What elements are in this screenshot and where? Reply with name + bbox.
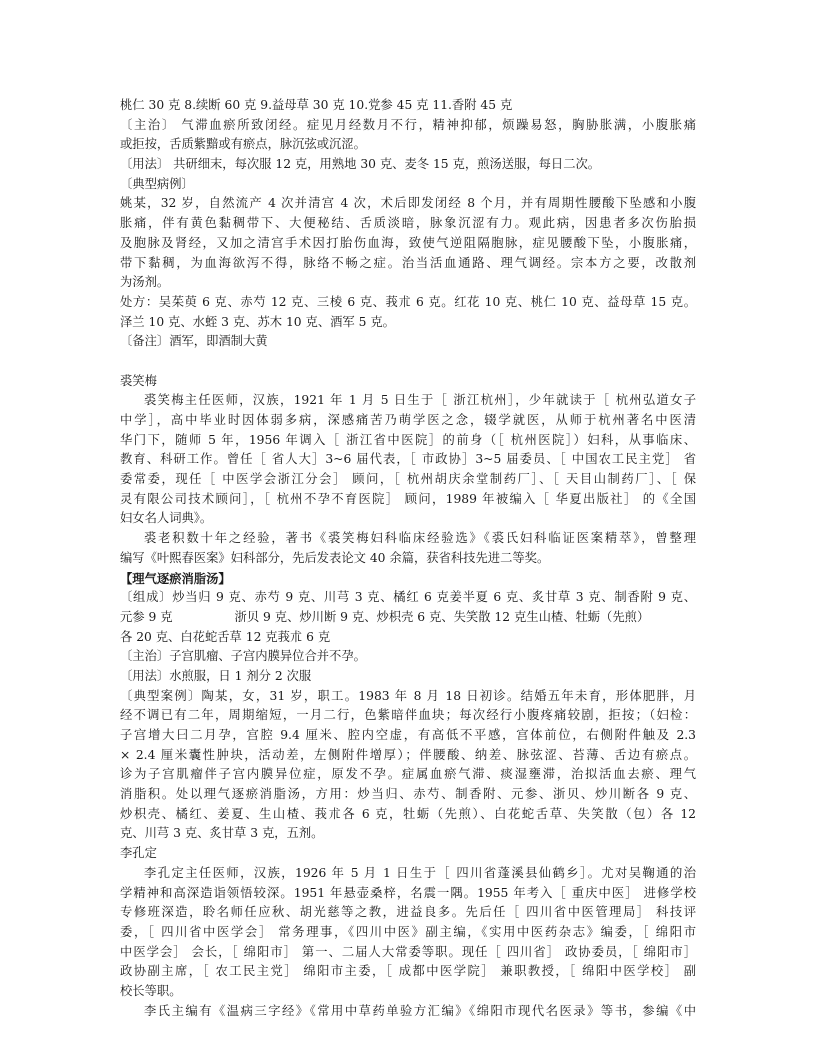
text-line: 专修班深造，聆名师任应秋、胡光慈等之教，进益良多。先后任［ 四川省中医管理局］ 科技评 — [120, 905, 696, 920]
text-line: 委常委，现任［ 中医学会浙江分会］ 顾问，［ 杭州胡庆余堂制药厂］、［ 天目山制药厂］、［ 保 — [120, 472, 696, 487]
text-line: 为汤剂。 — [120, 275, 170, 290]
text-line: 姚某，32 岁，自然流产 4 次并清宫 4 次，术后即发闭经 8 个月，并有周期性腰酸下坠感和小腹 — [120, 196, 696, 211]
text-line: 〔主治〕 气滞血瘀所致闭经。症见月经数月不行，精神抑郁，烦躁易怒，胸胁胀满，小腹胀痛 — [120, 117, 696, 132]
text-line: 克、川芎 3 克、炙甘草 3 克，五剂。 — [120, 826, 324, 841]
text-line: 中医学会］ 会长，［ 绵阳市］ 第一、二届人大常委等职。现任［ 四川省］ 政协委员，［ 绵阳市］ — [120, 944, 696, 959]
text-line: 带下黏稠，为血海欲泻不得，脉络不畅之症。治当活血通路、理气调经。宗本方之要，改散剂 — [120, 255, 696, 270]
text-fragment: 元参 9 克 — [120, 609, 173, 624]
text-line: 校长等职。 — [120, 983, 182, 998]
formula-heading: 【理气逐瘀消脂汤】 — [120, 570, 231, 586]
person-heading: 裘笑梅 — [120, 373, 157, 388]
text-line: 胀痛，伴有黄色黏稠带下、大便秘结、舌质淡暗，脉象沉涩有力。观此病，因患者多次伤胎损 — [120, 216, 696, 231]
text-line: 裘老积数十年之经验，著书《裘笑梅妇科临床经验选》《裘氏妇科临证医案精萃》，曾整理 — [144, 531, 696, 546]
text-line: 〔用法〕水煎服，日 1 剂分 2 次服 — [120, 668, 312, 683]
text-fragment: 浙贝 9 克、炒川断 9 克、炒枳壳 6 克、失笑散 12 克生山楂、牡蛎（先煎） — [234, 609, 650, 624]
text-line: 〔备注〕酒军，即酒制大黄 — [120, 334, 268, 349]
text-line: 华门下，随师 5 年，1956 年调入［ 浙江省中医院］的前身（［ 杭州医院］）妇科，从事临床、 — [120, 432, 696, 447]
text-line: 委，［ 四川省中医学会］ 常务理事，《四川中医》副主编，《实用中医药杂志》编委，［ 绵阳市 — [120, 924, 696, 939]
text-line: 妇女名人词典》。 — [120, 511, 213, 526]
text-line: 灵有限公司技术顾问］，［ 杭州不孕不育医院］ 顾问，1989 年被编入［ 华夏出版社］ 的《全国 — [120, 491, 696, 506]
text-line: 〔用法〕 共研细末，每次服 12 克，用熟地 30 克、麦冬 15 克，煎汤送服，每日二次。 — [120, 157, 601, 172]
text-line: 消脂积。处以理气逐瘀消脂汤，方用：炒当归、赤芍、制香附、元参、浙贝、炒川断各 9 克、 — [120, 787, 696, 802]
text-line: 〔组成〕炒当归 9 克、赤芍 9 克、川芎 3 克、橘红 6 克姜半夏 6 克、炙甘草 3 克、制香附 9 克、 — [120, 590, 696, 605]
text-line: 或拒按，舌质紫黯或有瘀点，脉沉弦或沉涩。 — [120, 137, 366, 152]
text-line: 泽兰 10 克、水蛭 3 克、苏木 10 克、酒军 5 克。 — [120, 314, 395, 329]
text-line: 李氏主编有《温病三字经》《常用中草药单验方汇编》《绵阳市现代名医录》等书，参编《中 — [144, 1003, 696, 1018]
person-heading: 李孔定 — [120, 846, 157, 861]
document-page — [120, 96, 696, 1021]
text-line: 炒枳壳、橘红、姜夏、生山楂、莪朮各 6 克，牡蛎（先煎）、白花蛇舌草、失笑散（包）各 12 — [120, 806, 696, 821]
text-line: 处方：吴茱萸 6 克、赤芍 12 克、三棱 6 克、莪朮 6 克。红花 10 克、桃仁 10 克、益母草 15 克。 — [120, 294, 696, 309]
text-line: 学精神和高深造诣领悟较深。1951 年悬壶桑梓，名震一隅。1955 年考入［ 重庆中医］ 进修学校 — [120, 885, 696, 900]
text-line: 编写《叶熙春医案》妇科部分，先后发表论文 40 余篇，获省科技先进二等奖。 — [120, 550, 550, 565]
blank-line — [120, 352, 696, 372]
text-line: 李孔定主任医师，汉族，1926 年 5 月 1 日生于［ 四川省蓬溪县仙鹤乡］。尤对吴鞠通的治 — [144, 865, 696, 880]
text-line: 政协副主席，［ 农工民主党］ 绵阳市主委，［ 成都中医学院］ 兼职教授，［ 绵阳中医学校］ 副 — [120, 964, 696, 979]
text-line: 中学］，高中毕业时因体弱多病，深感痛苦乃萌学医之念，辍学就医，从师于杭州著名中医清 — [120, 413, 696, 427]
text-line: 经不调已有二年，周期缩短，一月二行，色紫暗伴血块；每次经行小腹疼痛较剧，拒按；（妇检： — [120, 708, 696, 723]
text-line: 〔主治〕子宫肌瘤、子宫内膜异位合并不孕。 — [120, 649, 366, 664]
text-line: 诊为子宫肌瘤伴子宫内膜异位症，原发不孕。症属血瘀气滞、痰湿壅滞，治拟活血去瘀、理气 — [120, 767, 696, 782]
text-line: 〔典型案例〕陶某，女，31 岁，职工。1983 年 8 月 18 日初诊。结婚五年未育，形体肥胖，月 — [120, 688, 696, 703]
section-label: 〔典型病例〕 — [120, 176, 194, 191]
text-line — [120, 608, 696, 628]
text-line: 教育、科研工作。曾任［ 省人大］3~6 届代表，［ 市政协］3~5 届委员、［ 中国农工民主党］ 省 — [120, 452, 696, 467]
text-line: × 2.4 厘米囊性肿块，活动差，左侧附件增厚）；伴腰酸、纳差、脉弦涩、苔薄、舌边有瘀点。 — [120, 747, 696, 762]
text-line: 桃仁 30 克 8.续断 60 克 9.益母草 30 克 10.党参 45 克 11.香附 45 克 — [120, 98, 513, 112]
text-line: 各 20 克、白花蛇舌草 12 克莪朮 6 克 — [120, 629, 331, 644]
text-line: 及胞脉及肾经，又加之清宫手术因打胎伤血海，致使气逆阻隔胞脉，症见腰酸下坠，小腹胀痛， — [120, 235, 696, 250]
text-line: 子宫增大曰二月孕，宫腔 9.4 厘米、腔内空虚，有高低不平感，宫体前位，右侧附件触及 2.3 — [120, 728, 696, 742]
text-line: 裘笑梅主任医师，汉族，1921 年 1 月 5 日生于［ 浙江杭州］，少年就读于［ 杭州弘道女子 — [144, 393, 696, 408]
